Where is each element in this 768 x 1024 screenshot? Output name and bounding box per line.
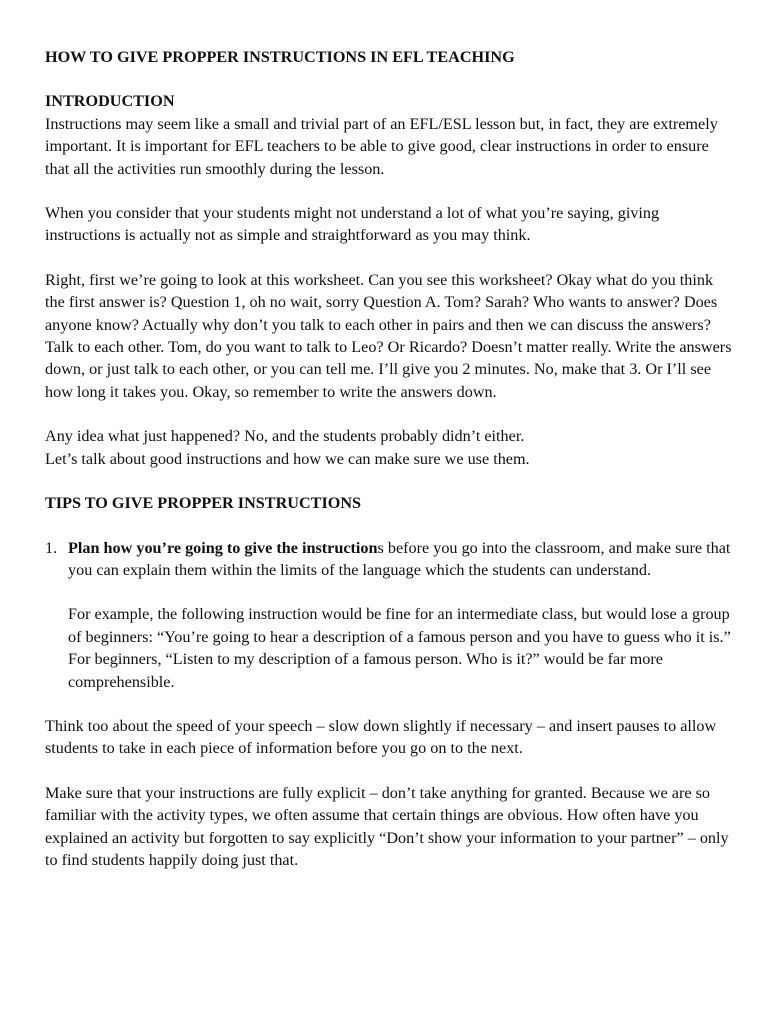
tip-number: 1. bbox=[45, 538, 58, 557]
document-page bbox=[45, 46, 735, 893]
document-title: HOW TO GIVE PROPPER INSTRUCTIONS IN EFL TEACHING bbox=[45, 48, 515, 66]
intro-paragraph-2: When you consider that your students might not understand a lot of what you’re saying, giving instructions is actually not as simple and straightforward as you may think. bbox=[45, 204, 660, 245]
tips-heading: TIPS TO GIVE PROPPER INSTRUCTIONS bbox=[45, 494, 362, 513]
intro-heading: INTRODUCTION bbox=[45, 92, 175, 111]
explicit-paragraph: Make sure that your instructions are fully explicit – don’t take anything for granted. Because we are so familiar with the activity types, we often assume that certain things are obvious. How often have you explained an activity but forgotten to say explicitly “Don’t show your information to your partner” – only to find students happily doing just that. bbox=[45, 783, 729, 869]
tip-item-1 bbox=[45, 537, 735, 693]
speed-paragraph: Think too about the speed of your speech – slow down slightly if necessary – and insert pauses to allow students to take in each piece of information before you go on to the next. bbox=[45, 716, 717, 758]
intro-paragraph-1: Instructions may seem like a small and trivial part of an EFL/ESL lesson but, in fact, they are extremely important. It is important for EFL teachers to be able to give good, clear instructions in order to ensure that all the activities run smoothly during the lesson. bbox=[45, 114, 718, 178]
closing-line-1: Any idea what just happened? No, and the students probably didn’t either. bbox=[45, 427, 525, 446]
tip-text bbox=[68, 537, 735, 582]
tip-example: For example, the following instruction would be fine for an intermediate class, but would lose a group of beginners: “You’re going to hear a description of a famous person and you have to guess who it is.” For beginners, “Listen to my description of a famous person. Who is it?” would be far more comprehensible. bbox=[68, 605, 731, 691]
closing-line-2: Let’s talk about good instructions and how we can make sure we use them. bbox=[45, 449, 530, 468]
tip-lead-bold: Plan how you’re going to give the instruction bbox=[68, 538, 378, 557]
tip-lead-rest: s before you go into the classroom, and make sure that you can explain them within the limits of the language which the students can understand. bbox=[68, 538, 731, 579]
example-bad-instructions-paragraph: Right, first we’re going to look at this worksheet. Can you see this worksheet? Okay what do you think the first answer is? Question 1, oh no wait, sorry Question A. Tom? Sarah? Who wants to answer? Does anyone know? Actually why don’t you talk to each other in pairs and then we can discuss the answers? Talk to each other. Tom, do you want to talk to Leo? Or Ricardo? Doesn’t matter really. Write the answers down, or just talk to each other, or you can tell me. I’ll give you 2 minutes. No, make that 3. Or I’ll see how long it takes you. Okay, so remember to write the answers down. bbox=[45, 270, 732, 401]
